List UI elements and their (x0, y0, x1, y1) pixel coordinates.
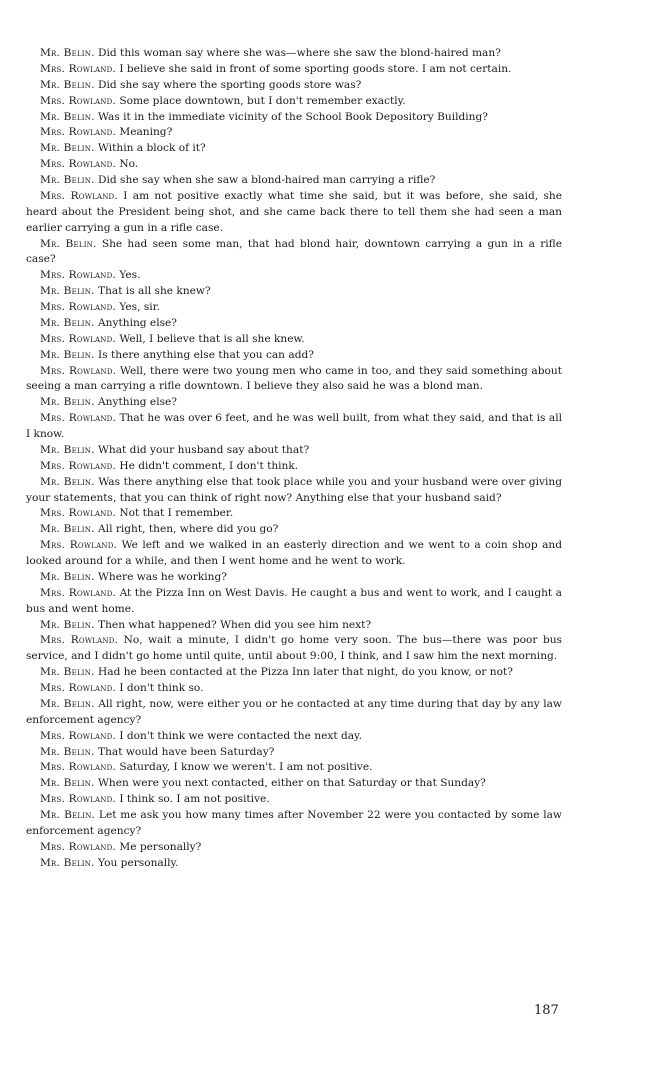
speech-text: You personally. (98, 856, 179, 869)
speech-text: Was there anything else that took place while you and your husband were over giving your statements, that you can think of right now? Anything else that your husband said? (26, 475, 562, 504)
transcript-paragraph (26, 189, 562, 237)
speaker-name: Mrs. Rowland. (40, 126, 116, 139)
speaker-name: Mrs. Rowland. (40, 729, 116, 742)
speech-text: All right, now, were either you or he contacted at any time during that day by any law enforcement agency? (26, 697, 562, 726)
transcript-paragraph (26, 78, 562, 94)
speaker-name: Mr. Belin. (40, 174, 95, 186)
speech-text: Did she say when she saw a blond-haired man carrying a rifle? (98, 174, 436, 186)
transcript-paragraph (26, 300, 562, 316)
transcript-paragraph (26, 745, 562, 761)
transcript-paragraph (26, 459, 562, 475)
speech-text: Let me ask you how many times after November 22 were you contacted by some law enforcement agency? (26, 809, 563, 837)
speaker-name: Mr. Belin. (40, 110, 95, 123)
speech-text: Anything else? (98, 316, 177, 329)
transcript-paragraph (26, 443, 562, 459)
speech-text: Some place downtown, but I don't remember exactly. (119, 94, 406, 107)
speaker-name: Mr. Belin. (40, 475, 95, 488)
speaker-name: Mr. Belin. (40, 745, 95, 758)
speech-text: All right, then, where did you go? (98, 523, 279, 536)
speaker-name: Mrs. Rowland. (40, 269, 116, 282)
speaker-name: Mrs. Rowland. (40, 332, 116, 345)
speaker-name: Mrs. Rowland. (40, 586, 117, 599)
speech-text: He didn't comment, I don't think. (119, 459, 299, 472)
transcript-paragraph (26, 522, 562, 538)
transcript-paragraph (26, 364, 562, 396)
transcript-paragraph (26, 840, 562, 856)
speech-text: Where was he working? (98, 570, 227, 583)
speech-text: Is there anything else that you can add? (98, 348, 314, 361)
speaker-name: Mr. Belin. (40, 523, 95, 536)
speaker-name: Mrs. Rowland. (40, 761, 116, 774)
speaker-name: Mr. Belin. (40, 285, 95, 298)
speech-text: I don't think we were contacted the next day. (119, 729, 363, 742)
speaker-name: Mrs. Rowland. (40, 793, 116, 806)
speech-text: Anything else? (98, 396, 177, 409)
transcript-paragraph (26, 856, 562, 872)
transcript-paragraph (26, 157, 562, 173)
transcript-paragraph (26, 268, 562, 284)
speech-text: Not that I remember. (119, 507, 234, 520)
transcript-paragraph (26, 46, 562, 62)
speaker-name: Mrs. Rowland. (40, 62, 116, 75)
transcript-paragraph (26, 681, 562, 697)
transcript-paragraph (26, 475, 562, 507)
speaker-name: Mrs. Rowland. (40, 94, 116, 107)
speaker-name: Mr. Belin. (40, 697, 95, 710)
transcript-paragraph (26, 665, 562, 681)
speaker-name: Mr. Belin. (40, 47, 95, 59)
transcript-paragraph (26, 125, 562, 141)
speech-text: Yes, sir. (119, 301, 160, 313)
testimony-transcript (26, 46, 562, 872)
transcript-paragraph (26, 94, 562, 110)
transcript-paragraph (26, 284, 562, 300)
speech-text: Meaning? (119, 126, 173, 139)
speaker-name: Mrs. Rowland. (40, 459, 116, 472)
speech-text: Did this woman say where she was—where she saw the blond-haired man? (98, 47, 501, 59)
speech-text: What did your husband say about that? (98, 443, 310, 456)
speaker-name: Mr. Belin. (40, 142, 95, 155)
speech-text: Saturday, I know we weren't. I am not positive. (119, 761, 373, 774)
speech-text: Had he been contacted at the Pizza Inn later that night, do you know, or not? (98, 666, 513, 679)
speaker-name: Mrs. Rowland. (40, 507, 116, 520)
transcript-paragraph (26, 395, 562, 411)
speech-text: I don't think so. (119, 682, 204, 694)
speech-text: I believe she said in front of some sporting goods store. I am not certain. (119, 62, 512, 75)
transcript-paragraph (26, 62, 562, 78)
speaker-name: Mr. Belin. (40, 777, 95, 790)
speech-text: That would have been Saturday? (98, 745, 275, 758)
transcript-paragraph (26, 792, 562, 808)
speech-text: I am not positive exactly what time she said, but it was before, she said, she heard about the President being shot, and she came back there to tell them she had seen a man earlier carrying a gun in a rifle case. (26, 189, 562, 234)
transcript-paragraph (26, 411, 562, 443)
speaker-name: Mrs. Rowland. (40, 634, 119, 647)
speech-text: Me personally? (119, 840, 202, 853)
speaker-name: Mr. Belin. (40, 348, 95, 361)
transcript-paragraph (26, 237, 562, 269)
speaker-name: Mr. Belin. (40, 443, 95, 456)
transcript-paragraph (26, 141, 562, 157)
speech-text: No, wait a minute, I didn't go home very soon. The bus—there was poor bus service, and I didn't go home until quite, until about 9:00, I think, and I saw him the next morning. (26, 634, 562, 663)
speaker-name: Mrs. Rowland. (40, 412, 117, 425)
speaker-name: Mrs. Rowland. (40, 158, 116, 171)
transcript-paragraph (26, 110, 562, 126)
transcript-paragraph (26, 729, 562, 745)
transcript-paragraph (26, 348, 562, 364)
transcript-paragraph (26, 538, 562, 570)
transcript-paragraph (26, 760, 562, 776)
speech-text: Well, there were two young men who came in too, and they said something about seeing a man carrying a rifle downtown. I believe they also said he was a blond man. (26, 364, 562, 393)
speaker-name: Mrs. Rowland. (40, 682, 116, 694)
transcript-paragraph (26, 173, 562, 189)
transcript-paragraph (26, 506, 562, 522)
speaker-name: Mr. Belin. (40, 78, 95, 91)
speech-text: Was it in the immediate vicinity of the School Book Depository Building? (98, 110, 488, 123)
transcript-paragraph (26, 776, 562, 792)
speaker-name: Mrs. Rowland. (40, 364, 117, 377)
speaker-name: Mrs. Rowland. (40, 840, 116, 853)
speech-text: Then what happened? When did you see him next? (98, 618, 372, 631)
speaker-name: Mr. Belin. (40, 856, 95, 869)
speaker-name: Mr. Belin. (40, 316, 95, 329)
transcript-paragraph (26, 316, 562, 332)
transcript-paragraph (26, 332, 562, 348)
speech-text: We left and we walked in an easterly direction and we went to a coin shop and looked around for a while, and then I went home and he went to work. (26, 539, 562, 567)
transcript-paragraph (26, 586, 562, 618)
transcript-paragraph (26, 618, 562, 634)
speech-text: Did she say where the sporting goods store was? (98, 78, 362, 91)
speech-text: Well, I believe that is all she knew. (119, 332, 305, 345)
speaker-name: Mr. Belin. (40, 809, 96, 821)
speaker-name: Mr. Belin. (40, 396, 95, 409)
speech-text: No. (119, 158, 139, 171)
page-number: 187 (534, 1003, 559, 1018)
speaker-name: Mrs. Rowland. (40, 301, 116, 313)
transcript-paragraph (26, 633, 562, 665)
speech-text: I think so. I am not positive. (119, 793, 270, 806)
speaker-name: Mr. Belin. (40, 237, 97, 250)
speech-text: That he was over 6 feet, and he was well built, from what they said, and that is all I know. (26, 412, 562, 440)
speech-text: She had seen some man, that had blond hair, downtown carrying a gun in a rifle case? (26, 237, 562, 266)
speaker-name: Mrs. Rowland. (40, 539, 118, 552)
speech-text: At the Pizza Inn on West Davis. He caught a bus and went to work, and I caught a bus and went home. (26, 586, 562, 615)
speaker-name: Mr. Belin. (40, 570, 95, 583)
speaker-name: Mr. Belin. (40, 666, 95, 679)
speech-text: When were you next contacted, either on that Saturday or that Sunday? (98, 777, 486, 790)
speech-text: Yes. (119, 269, 141, 282)
transcript-paragraph (26, 570, 562, 586)
speech-text: That is all she knew? (98, 285, 211, 298)
speech-text: Within a block of it? (98, 142, 206, 155)
transcript-paragraph (26, 808, 562, 840)
speaker-name: Mr. Belin. (40, 618, 95, 631)
transcript-paragraph (26, 697, 562, 729)
speaker-name: Mrs. Rowland. (40, 189, 118, 202)
